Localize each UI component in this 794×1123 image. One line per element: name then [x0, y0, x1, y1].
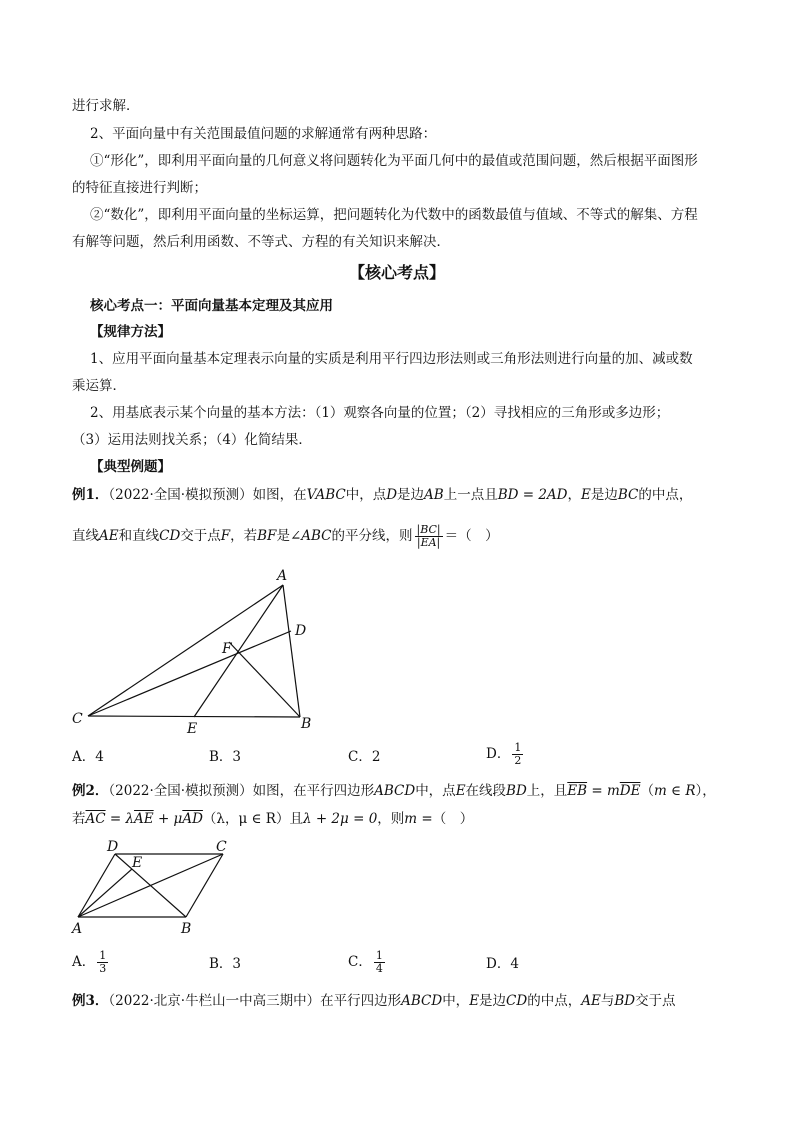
- point1-title: 核心考点一：平面向量基本定理及其应用: [90, 298, 333, 314]
- label-f: F: [222, 641, 232, 657]
- option-fraction: [97, 950, 108, 975]
- math: m: [404, 811, 418, 827]
- option-fraction: [374, 950, 385, 975]
- option-label: C．: [348, 954, 372, 970]
- ex1-option-a: A．4: [72, 749, 104, 765]
- text: （: [640, 783, 654, 799]
- ex2-source: （2022·全国·模拟预测）: [108, 783, 253, 799]
- math: BD: [614, 993, 636, 1009]
- math: CD: [506, 993, 528, 1009]
- ex3-source: （2022·北京·牛栏山一中高三期中）: [108, 993, 321, 1009]
- label-e: E: [187, 721, 198, 737]
- text: 与: [600, 993, 615, 1009]
- math: AB: [424, 487, 444, 503]
- intro-line-2: 2、平面向量中有关范围最值问题的求解通常有两种思路：: [90, 126, 437, 142]
- text: 若: [72, 811, 86, 827]
- math: VABC: [306, 487, 346, 503]
- intro-line-3: ①“形化”，即利用平面向量的几何意义将问题转化为平面几何中的最值或范围问题，然后根据平面图形: [90, 153, 698, 169]
- text: ，若: [230, 528, 258, 544]
- text: 的中点，: [638, 487, 693, 503]
- ex2-parallelogram-figure: [66, 838, 246, 938]
- math: E: [469, 993, 480, 1009]
- text: 直线: [72, 528, 99, 544]
- ex2-option-a: [72, 950, 110, 975]
- label-a: A: [277, 568, 288, 584]
- fraction-numerator: 1: [375, 949, 383, 962]
- text: （λ，μ ∈ R）且: [202, 811, 303, 827]
- math: ∠ABC: [289, 528, 332, 544]
- math: = λ: [105, 811, 135, 827]
- option-fraction: [512, 742, 523, 767]
- math: ABCD: [401, 993, 443, 1009]
- math: D: [386, 487, 398, 503]
- text: 在线段: [465, 783, 507, 799]
- math: λ + 2μ = 0: [302, 811, 378, 827]
- example-title: 【典型例题】: [90, 459, 171, 475]
- math: AE: [581, 993, 601, 1009]
- method-1a: 1、应用平面向量基本定理表示向量的实质是利用平行四边形法则或三角形法则进行向量的加、减或数: [90, 351, 693, 367]
- math: CD: [159, 528, 181, 544]
- label-d: D: [295, 623, 307, 639]
- text: ），: [695, 783, 716, 799]
- intro-line-6: 有解等问题，然后利用函数、不等式、方程的有关知识来解决．: [72, 234, 450, 250]
- ex1-triangle-figure: [66, 560, 326, 740]
- method-2b: （3）运用法则找关系；（4）化简结果．: [72, 432, 312, 448]
- fraction-denominator: 3: [99, 962, 107, 975]
- text: 是边: [397, 487, 425, 503]
- fraction-denominator: |EA|: [416, 536, 441, 549]
- math: BC: [617, 487, 639, 503]
- math: + μ: [153, 811, 183, 827]
- math: E: [455, 783, 466, 799]
- ex1-line-1: [72, 486, 692, 504]
- text: 中，点: [345, 487, 387, 503]
- text: 是边: [479, 993, 507, 1009]
- ex2-line-1: [72, 782, 716, 800]
- text: 中，: [442, 993, 470, 1009]
- label-a: A: [72, 921, 83, 937]
- math: BD = 2AD: [497, 487, 568, 503]
- vector: $\overline{DE}$: [619, 783, 641, 799]
- text: 是边: [590, 487, 618, 503]
- ex2-option-d: D．4: [486, 956, 519, 972]
- method-2a: 2、用基底表示某个向量的基本方法：（1）观察各向量的位置；（2）寻找相应的三角形或多边形；: [90, 405, 670, 421]
- vector: $\overline{EB}$: [567, 783, 588, 799]
- text: 上一点且: [443, 487, 498, 503]
- section-heading: 【核心考点】: [348, 263, 445, 282]
- text: 在平行四边形: [320, 993, 402, 1009]
- text: 如图，在: [252, 487, 307, 503]
- text: ＝（ ）: [444, 528, 499, 544]
- ex1-option-d: [486, 742, 525, 767]
- ex1-line-2: [72, 524, 499, 549]
- text: ，则: [377, 811, 405, 827]
- math: F: [220, 528, 231, 544]
- fraction-numerator: |BC|: [416, 523, 441, 536]
- text: 如图，在平行四边形: [252, 783, 375, 799]
- ex1-option-b: B．3: [209, 749, 242, 765]
- text: =（ ）: [417, 811, 474, 827]
- intro-line-5: ②“数化”，即利用平面向量的坐标运算，把问题转化为代数中的函数最值与值域、不等式的解集、方程: [90, 207, 698, 223]
- method-1b: 乘运算．: [72, 378, 126, 394]
- ex2-option-c: [348, 950, 387, 975]
- label-e: E: [132, 855, 143, 871]
- text: 交于点: [180, 528, 221, 544]
- text: 的中点，: [527, 993, 582, 1009]
- option-label: D．: [486, 746, 511, 762]
- label-c: C: [216, 839, 227, 855]
- text: ，: [567, 487, 582, 503]
- vector: $\overline{AC}$: [85, 811, 106, 827]
- label-c: C: [72, 711, 83, 727]
- ex2-option-b: B．3: [209, 956, 242, 972]
- method-title: 【规律方法】: [90, 324, 171, 340]
- text: 上，且: [526, 783, 568, 799]
- ex2-line-2: [72, 810, 473, 828]
- intro-line-4: 的特征直接进行判断；: [72, 180, 207, 196]
- math: E: [581, 487, 591, 503]
- ex3-label: 例3．: [72, 993, 109, 1009]
- fraction-numerator: 1: [514, 741, 522, 754]
- fraction-denominator: 2: [514, 754, 522, 767]
- math: m ∈ R: [653, 783, 696, 799]
- fraction-denominator: 4: [375, 962, 383, 975]
- fraction-numerator: 1: [99, 949, 107, 962]
- text: 是: [276, 528, 290, 544]
- label-b: B: [301, 716, 312, 732]
- math: AE: [99, 528, 119, 544]
- option-label: A．: [72, 954, 96, 970]
- label-d: D: [107, 839, 119, 855]
- ex1-label: 例1．: [72, 487, 109, 503]
- label-b: B: [181, 921, 192, 937]
- text: 的平分线，则: [331, 528, 413, 544]
- math: ABCD: [374, 783, 416, 799]
- ex2-label: 例2．: [72, 783, 109, 799]
- math: = m: [587, 783, 620, 799]
- ex1-option-c: C．2: [348, 749, 381, 765]
- ex1-source: （2022·全国·模拟预测）: [108, 487, 253, 503]
- text: 中，点: [415, 783, 456, 799]
- vector: $\overline{AD}$: [182, 811, 203, 827]
- vector: $\overline{AE}$: [134, 811, 154, 827]
- math: BF: [257, 528, 277, 544]
- intro-line-1: 进行求解．: [72, 98, 140, 114]
- text: 和直线: [118, 528, 160, 544]
- text: 交于点: [635, 993, 676, 1009]
- math: BD: [506, 783, 527, 799]
- ex3-line-1: [72, 992, 676, 1010]
- ex1-fraction: [415, 524, 443, 549]
